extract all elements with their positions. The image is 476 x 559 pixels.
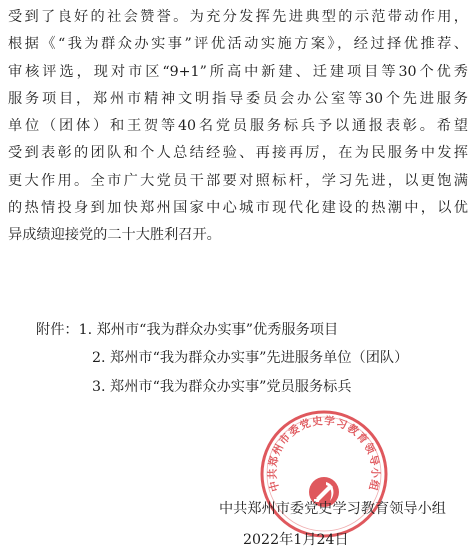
- body-line: 根据《“我为群众办实事”评优活动实施方案》，经过择优推荐、: [8, 36, 468, 53]
- body-line: 更大作用。全市广大党员干部要对照标杆，学习先进，以更饱满: [8, 172, 468, 189]
- body-line: 单位（团体）和王贺等40名党员服务标兵予以通报表彰。希望: [8, 118, 468, 135]
- body-line: 异成绩迎接党的二十大胜利召开。: [8, 227, 221, 244]
- body-line: 的热情投身到加快郑州国家中心城市现代化建设的热潮中，以优: [8, 200, 468, 217]
- body-line: 服务项目，郑州市精神文明指导委员会办公室等30个先进服务: [8, 90, 468, 107]
- body-line: 审核评选，现对市区“9+1”所高中新建、迁建项目等30个优秀: [8, 63, 468, 80]
- attachment-text: 1. 郑州市“我为群众办实事”优秀服务项目: [78, 322, 339, 338]
- body-paragraph: [8, 4, 468, 250]
- attachment-item: [36, 316, 338, 344]
- body-line: 受到了良好的社会赞誉。为充分发挥先进典型的示范带动作用，: [8, 9, 468, 25]
- attachment-item: [92, 373, 352, 401]
- signature-date: 2022年1月24日: [243, 532, 349, 548]
- attachment-text: 3. 郑州市“我为群众办实事”党员服务标兵: [92, 379, 352, 395]
- attachment-item: [92, 344, 408, 372]
- body-line: 受到表彰的团队和个人总结经验、再接再厉，在为民服务中发挥: [8, 145, 468, 162]
- attachments-label: 附件：: [36, 322, 79, 338]
- attachment-text: 2. 郑州市“我为群众办实事”先进服务单位（团队）: [92, 350, 409, 366]
- svg-text:中共郑州市委党史学习教育领导小组: 中共郑州市委党史学习教育领导小组: [266, 414, 382, 493]
- signature-organization: 中共郑州市委党史学习教育领导小组: [218, 501, 446, 517]
